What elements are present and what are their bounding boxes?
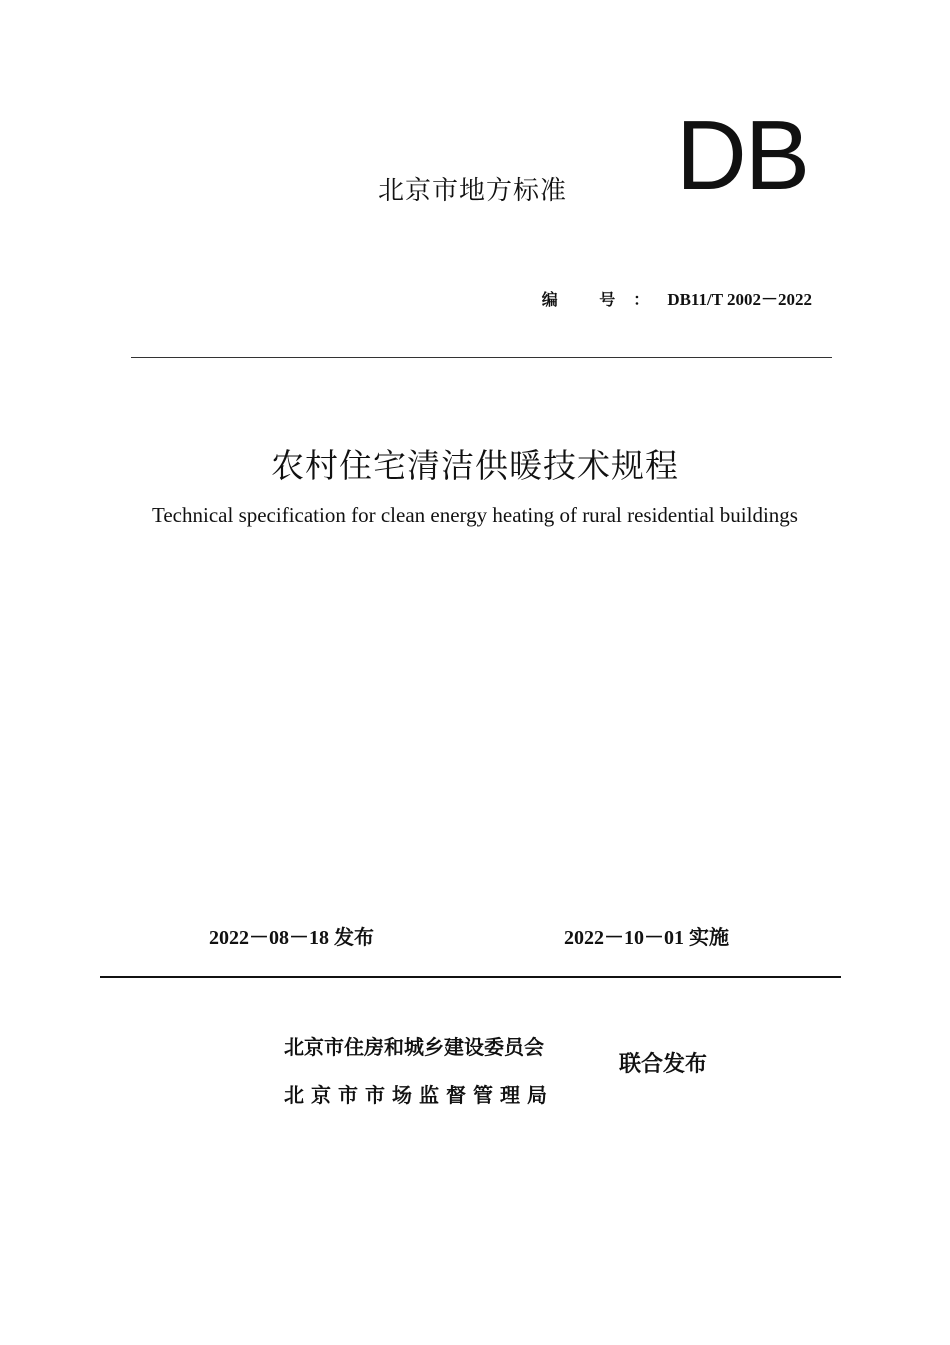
- joint-issue-label: 联合发布: [619, 1052, 708, 1077]
- standard-type-label: 北京市地方标准: [378, 176, 568, 206]
- title-english: Technical specification for clean energy heating of rural residential buildings: [152, 503, 798, 527]
- standard-number-label: 编 号：: [541, 290, 668, 309]
- issuer-housing-commission: 北京市住房和城乡建设委员会: [284, 1035, 544, 1059]
- db-standard-mark: DB: [676, 100, 809, 210]
- title-chinese: 农村住宅清洁供暖技术规程: [271, 446, 679, 485]
- top-divider: [131, 357, 832, 358]
- bottom-divider: [100, 976, 841, 978]
- issue-date: 2022－08－18 发布: [209, 927, 374, 949]
- standard-number: [542, 285, 812, 310]
- implementation-date: 2022－10－01 实施: [564, 927, 729, 949]
- standard-number-value: DB11/T 2002－2022: [667, 290, 812, 309]
- issuer-market-regulation: 北京市市场监督管理局: [284, 1083, 554, 1107]
